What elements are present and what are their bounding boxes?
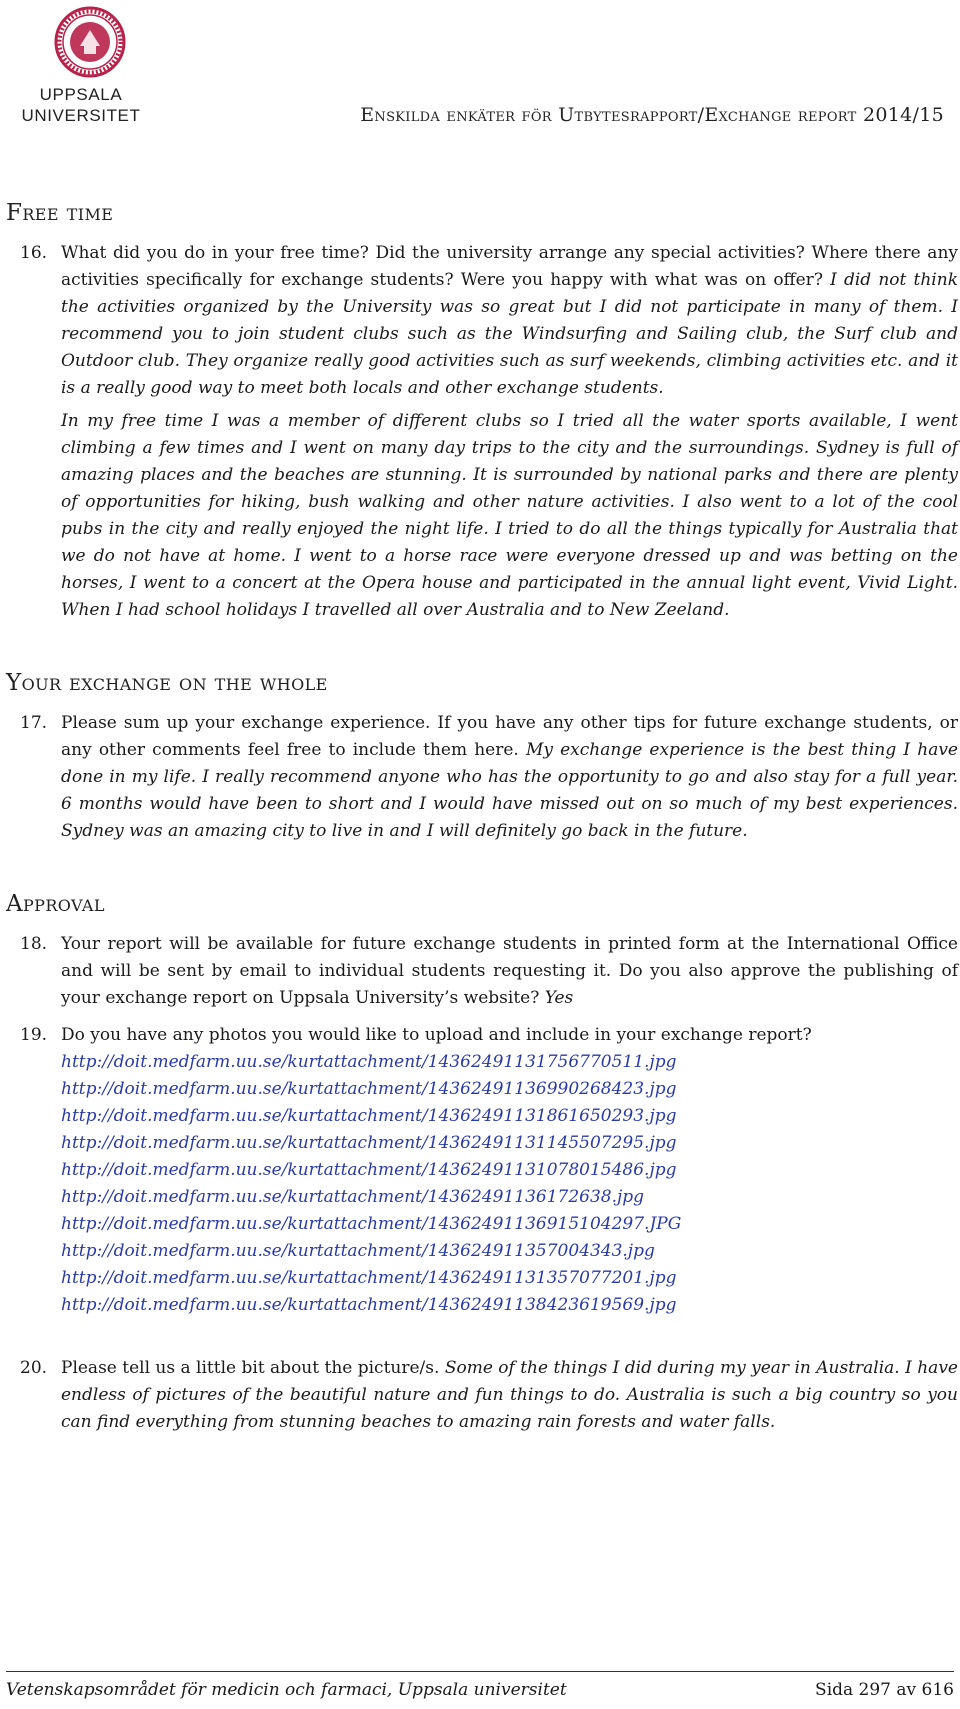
section-heading-exchange-whole: Your exchange on the whole	[6, 670, 328, 696]
photo-link[interactable]: http://doit.medfarm.uu.se/kurtattachment/14362491136915104297.JPG	[61, 1214, 682, 1234]
photo-link[interactable]: http://doit.medfarm.uu.se/kurtattachment/14362491136172638.jpg	[61, 1187, 645, 1207]
question-20	[6, 1355, 958, 1436]
section-heading-approval: Approval	[6, 891, 105, 917]
photo-link[interactable]: http://doit.medfarm.uu.se/kurtattachment/14362491136990268423.jpg	[61, 1079, 677, 1099]
footer-faculty: Vetenskapsområdet för medicin och farmaci, Uppsala universitet	[6, 1680, 567, 1700]
question-text: Please tell us a little bit about the picture/s.	[61, 1358, 440, 1378]
question-18	[6, 931, 958, 1012]
answer-text: Yes	[544, 988, 574, 1008]
answer-text: I did not think the activities organized by the University was so great but I did not participate in many of them. I recommend you to join student clubs such as the Windsurfing and Sailing club, the Surf club and Outdoor club. They organize really good activities such as surf weekends, climbing activities etc. and it is a really good way to meet both locals and other exchange students.	[61, 270, 958, 398]
footer-divider	[6, 1671, 954, 1672]
question-16	[6, 240, 958, 624]
question-number: 18.	[20, 934, 48, 954]
question-17	[6, 710, 958, 845]
report-content	[6, 200, 958, 1436]
university-wordmark: UPPSALA UNIVERSITET	[21, 85, 141, 125]
answer-paragraph: In my free time I was a member of different clubs so I tried all the water sports available, I went climbing a few times and I went on many day trips to the city and the surroundings. Sydney is full of amazing places and the beaches are stunning. It is surrounded by national parks and there are plenty of opportunities for hiking, bush walking and other nature activities. I also went to a lot of the cool pubs in the city and really enjoyed the night life. I tried to do all the things typically for Australia that we do not have at home. I went to a horse race were everyone dressed up and was betting on the horses, I went to a concert at the Opera house and participated in the annual light event, Vivid Light. When I had school holidays I travelled all over Australia and to New Zeeland.	[61, 411, 958, 620]
footer-page-number: Sida 297 av 616	[815, 1680, 954, 1700]
photo-link[interactable]: http://doit.medfarm.uu.se/kurtattachment/14362491131756770511.jpg	[61, 1052, 677, 1072]
question-number: 17.	[20, 713, 48, 733]
document-title: Enskilda enkäter för Utbytesrapport/Exchange report 2014/15	[360, 104, 944, 126]
question-text: Please sum up your exchange experience. If you have any other tips for future exchange students, or any other comments feel free to include them here.	[61, 713, 958, 760]
question-19	[6, 1022, 958, 1319]
photo-link[interactable]: http://doit.medfarm.uu.se/kurtattachment/14362491131357077201.jpg	[61, 1268, 677, 1288]
university-seal-logo	[54, 6, 126, 78]
question-number: 16.	[20, 243, 48, 263]
photo-link[interactable]: http://doit.medfarm.uu.se/kurtattachment/14362491131078015486.jpg	[61, 1160, 677, 1180]
question-number: 20.	[20, 1358, 48, 1378]
photo-links-list	[61, 1049, 958, 1319]
section-heading-free-time: Free time	[6, 200, 114, 226]
question-text: Your report will be available for future exchange students in printed form at the International Office and will be sent by email to individual students requesting it. Do you also approve the publishing of your exchange report on Uppsala University’s website?	[61, 934, 958, 1008]
photo-link[interactable]: http://doit.medfarm.uu.se/kurtattachment/14362491131145507295.jpg	[61, 1133, 677, 1153]
photo-link[interactable]: http://doit.medfarm.uu.se/kurtattachment/14362491131861650293.jpg	[61, 1106, 677, 1126]
photo-link[interactable]: http://doit.medfarm.uu.se/kurtattachment/14362491138423619569.jpg	[61, 1295, 677, 1315]
answer-text: My exchange experience is the best thing I have done in my life. I really recommend anyone who has the opportunity to go and also stay for a full year. 6 months would have been to short and I would have missed out on so much of my best experiences. Sydney was an amazing city to live in and I will definitely go back in the future.	[61, 740, 958, 841]
photo-link[interactable]: http://doit.medfarm.uu.se/kurtattachment/143624911357004343.jpg	[61, 1241, 655, 1261]
question-number: 19.	[20, 1025, 48, 1045]
question-text: What did you do in your free time? Did the university arrange any special activities? Where there any activities specifically for exchange students? Were you happy with what was on offer?	[61, 243, 958, 290]
question-text: Do you have any photos you would like to upload and include in your exchange report?	[61, 1025, 812, 1045]
answer-text: Some of the things I did during my year in Australia. I have endless of pictures of the beautiful nature and fun things to do. Australia is such a big country so you can find everything from stunning beaches to amazing rain forests and water falls.	[61, 1358, 958, 1432]
